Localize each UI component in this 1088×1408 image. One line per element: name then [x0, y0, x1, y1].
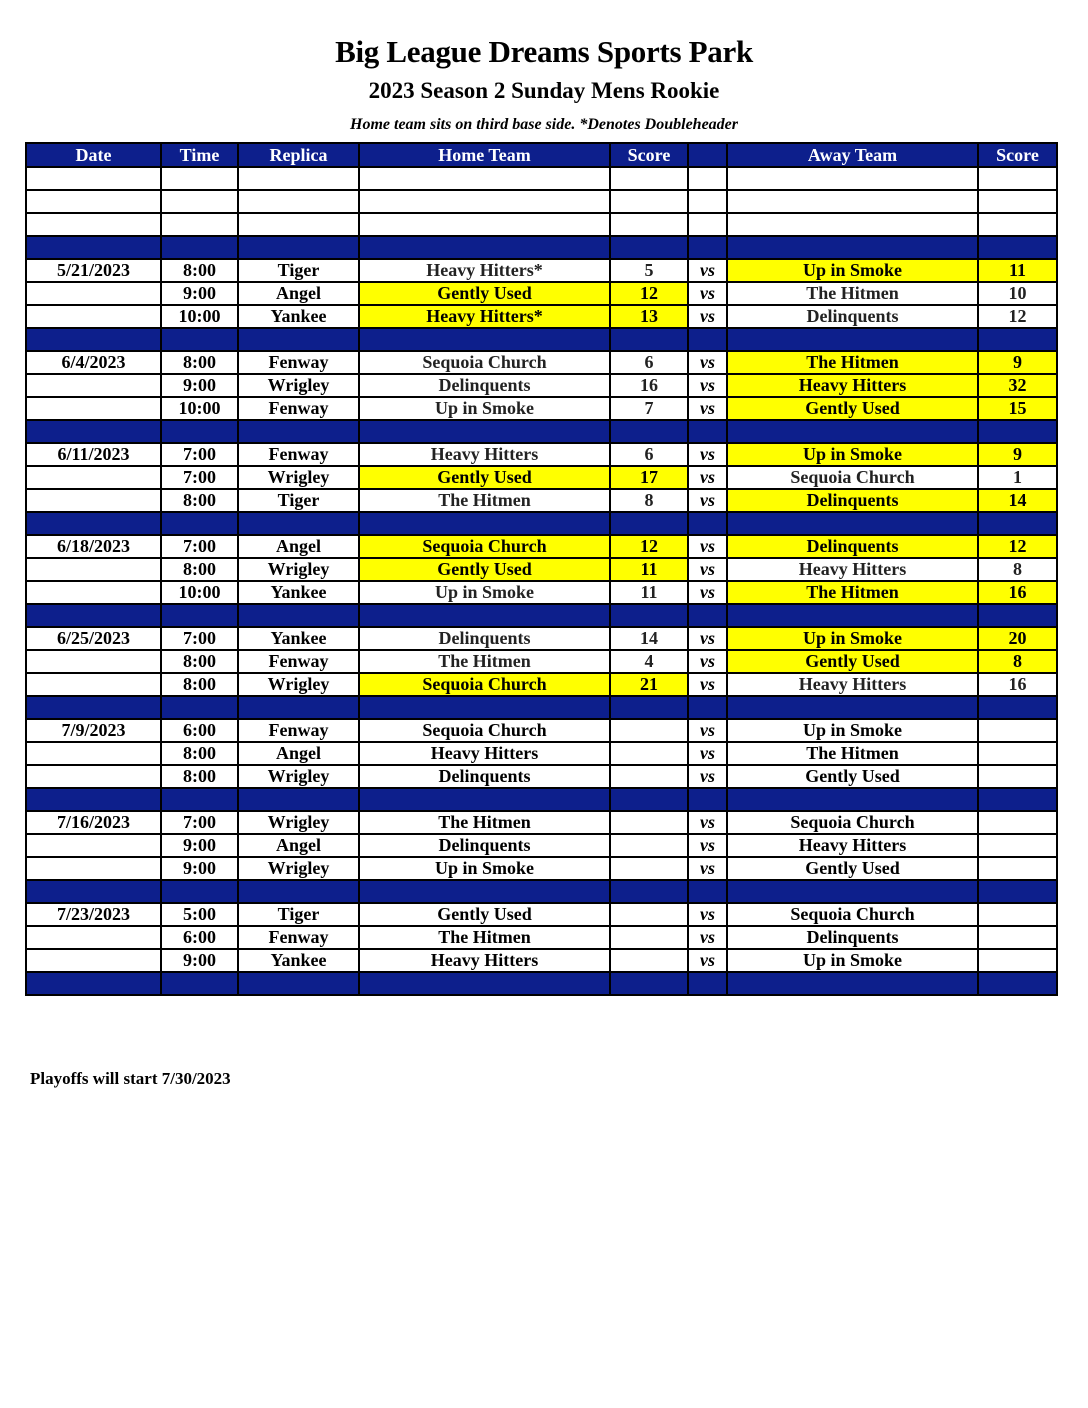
game-replica: Tiger: [238, 903, 359, 926]
game-row: [26, 305, 1057, 328]
home-team: Heavy Hitters: [359, 742, 610, 765]
home-team: Up in Smoke: [359, 397, 610, 420]
game-row: [26, 673, 1057, 696]
home-score: 12: [610, 535, 688, 558]
away-score: 16: [978, 673, 1057, 696]
game-replica: Wrigley: [238, 466, 359, 489]
away-team: Sequoia Church: [727, 811, 978, 834]
game-replica: Yankee: [238, 949, 359, 972]
game-replica: Angel: [238, 742, 359, 765]
home-team: The Hitmen: [359, 811, 610, 834]
away-score: [978, 742, 1057, 765]
game-date: [26, 397, 161, 420]
separator-row: [26, 972, 1057, 995]
vs-label: vs: [688, 558, 727, 581]
col-away-team: Away Team: [727, 143, 978, 167]
separator-row: [26, 328, 1057, 351]
home-team: Heavy Hitters: [359, 949, 610, 972]
game-date: [26, 949, 161, 972]
game-time: 8:00: [161, 489, 238, 512]
home-score: 4: [610, 650, 688, 673]
col-home-team: Home Team: [359, 143, 610, 167]
home-team: Gently Used: [359, 558, 610, 581]
vs-label: vs: [688, 627, 727, 650]
col-away-score: Score: [978, 143, 1057, 167]
game-row: [26, 351, 1057, 374]
game-replica: Fenway: [238, 397, 359, 420]
blank-row: [26, 213, 1057, 236]
separator-row: [26, 236, 1057, 259]
home-score: 17: [610, 466, 688, 489]
game-replica: Fenway: [238, 719, 359, 742]
away-score: 1: [978, 466, 1057, 489]
away-team: Gently Used: [727, 650, 978, 673]
game-date: 6/4/2023: [26, 351, 161, 374]
home-score: 13: [610, 305, 688, 328]
vs-label: vs: [688, 834, 727, 857]
away-score: 32: [978, 374, 1057, 397]
game-time: 7:00: [161, 811, 238, 834]
game-row: [26, 489, 1057, 512]
game-replica: Fenway: [238, 650, 359, 673]
vs-label: vs: [688, 949, 727, 972]
away-score: [978, 811, 1057, 834]
game-date: [26, 558, 161, 581]
game-row: [26, 259, 1057, 282]
game-time: 6:00: [161, 926, 238, 949]
game-date: [26, 581, 161, 604]
home-team: The Hitmen: [359, 489, 610, 512]
away-team: Up in Smoke: [727, 443, 978, 466]
away-team: Up in Smoke: [727, 949, 978, 972]
col-time: Time: [161, 143, 238, 167]
home-team: Gently Used: [359, 282, 610, 305]
home-score: 14: [610, 627, 688, 650]
vs-label: vs: [688, 765, 727, 788]
game-date: [26, 742, 161, 765]
home-team: Delinquents: [359, 627, 610, 650]
vs-label: vs: [688, 259, 727, 282]
home-team: Gently Used: [359, 903, 610, 926]
away-score: [978, 949, 1057, 972]
away-team: Sequoia Church: [727, 466, 978, 489]
game-date: 7/9/2023: [26, 719, 161, 742]
blank-row: [26, 190, 1057, 213]
away-score: 9: [978, 351, 1057, 374]
away-score: 12: [978, 305, 1057, 328]
game-row: [26, 466, 1057, 489]
away-team: Up in Smoke: [727, 259, 978, 282]
game-time: 8:00: [161, 558, 238, 581]
game-replica: Angel: [238, 834, 359, 857]
away-score: [978, 765, 1057, 788]
game-time: 9:00: [161, 374, 238, 397]
game-date: [26, 466, 161, 489]
game-date: [26, 673, 161, 696]
vs-label: vs: [688, 374, 727, 397]
game-date: [26, 650, 161, 673]
away-team: Heavy Hitters: [727, 834, 978, 857]
away-score: 11: [978, 259, 1057, 282]
home-score: [610, 949, 688, 972]
away-score: 12: [978, 535, 1057, 558]
away-score: 16: [978, 581, 1057, 604]
game-date: [26, 282, 161, 305]
game-replica: Fenway: [238, 926, 359, 949]
game-time: 8:00: [161, 351, 238, 374]
schedule-table: [25, 142, 1058, 996]
game-date: 5/21/2023: [26, 259, 161, 282]
home-score: 6: [610, 351, 688, 374]
home-team: Delinquents: [359, 765, 610, 788]
game-row: [26, 282, 1057, 305]
vs-label: vs: [688, 857, 727, 880]
away-team: The Hitmen: [727, 282, 978, 305]
col-date: Date: [26, 143, 161, 167]
home-team: Gently Used: [359, 466, 610, 489]
away-team: Heavy Hitters: [727, 374, 978, 397]
away-score: 9: [978, 443, 1057, 466]
home-team: Sequoia Church: [359, 351, 610, 374]
game-row: [26, 811, 1057, 834]
home-team: The Hitmen: [359, 650, 610, 673]
home-score: [610, 857, 688, 880]
blank-row: [26, 167, 1057, 190]
home-score: [610, 811, 688, 834]
home-team: Up in Smoke: [359, 857, 610, 880]
away-score: 8: [978, 558, 1057, 581]
game-row: [26, 443, 1057, 466]
vs-label: vs: [688, 903, 727, 926]
game-replica: Yankee: [238, 581, 359, 604]
home-team: Heavy Hitters*: [359, 305, 610, 328]
game-time: 7:00: [161, 443, 238, 466]
home-score: [610, 903, 688, 926]
away-team: Delinquents: [727, 535, 978, 558]
game-row: [26, 834, 1057, 857]
home-team: Up in Smoke: [359, 581, 610, 604]
vs-label: vs: [688, 351, 727, 374]
home-score: [610, 765, 688, 788]
away-team: Delinquents: [727, 926, 978, 949]
home-score: 12: [610, 282, 688, 305]
game-date: [26, 305, 161, 328]
game-row: [26, 765, 1057, 788]
away-score: 8: [978, 650, 1057, 673]
home-score: 21: [610, 673, 688, 696]
separator-row: [26, 696, 1057, 719]
vs-label: vs: [688, 282, 727, 305]
game-replica: Wrigley: [238, 374, 359, 397]
game-replica: Fenway: [238, 443, 359, 466]
separator-row: [26, 788, 1057, 811]
away-score: 14: [978, 489, 1057, 512]
game-row: [26, 535, 1057, 558]
separator-row: [26, 604, 1057, 627]
home-team: Sequoia Church: [359, 719, 610, 742]
home-score: 11: [610, 558, 688, 581]
vs-label: vs: [688, 719, 727, 742]
game-date: 6/18/2023: [26, 535, 161, 558]
game-replica: Yankee: [238, 627, 359, 650]
home-score: 16: [610, 374, 688, 397]
game-time: 8:00: [161, 742, 238, 765]
game-replica: Yankee: [238, 305, 359, 328]
game-time: 7:00: [161, 466, 238, 489]
game-date: [26, 765, 161, 788]
page-subtitle: 2023 Season 2 Sunday Mens Rookie: [368, 78, 720, 103]
game-time: 9:00: [161, 282, 238, 305]
game-time: 10:00: [161, 581, 238, 604]
home-score: 7: [610, 397, 688, 420]
game-row: [26, 857, 1057, 880]
game-row: [26, 949, 1057, 972]
col-home-score: Score: [610, 143, 688, 167]
separator-row: [26, 880, 1057, 903]
home-score: [610, 834, 688, 857]
game-time: 9:00: [161, 949, 238, 972]
game-row: [26, 650, 1057, 673]
game-date: 6/25/2023: [26, 627, 161, 650]
game-replica: Wrigley: [238, 857, 359, 880]
away-team: Sequoia Church: [727, 903, 978, 926]
vs-label: vs: [688, 742, 727, 765]
away-team: Up in Smoke: [727, 627, 978, 650]
home-score: 8: [610, 489, 688, 512]
col-replica: Replica: [238, 143, 359, 167]
game-date: [26, 926, 161, 949]
game-time: 10:00: [161, 397, 238, 420]
away-team: Heavy Hitters: [727, 673, 978, 696]
game-row: [26, 719, 1057, 742]
game-replica: Wrigley: [238, 558, 359, 581]
home-score: 5: [610, 259, 688, 282]
game-date: 7/23/2023: [26, 903, 161, 926]
vs-label: vs: [688, 305, 727, 328]
away-score: [978, 719, 1057, 742]
schedule-body: [26, 167, 1057, 995]
away-score: [978, 834, 1057, 857]
game-date: [26, 489, 161, 512]
vs-label: vs: [688, 926, 727, 949]
home-score: [610, 719, 688, 742]
game-date: 6/11/2023: [26, 443, 161, 466]
home-score: 11: [610, 581, 688, 604]
game-date: 7/16/2023: [26, 811, 161, 834]
vs-label: vs: [688, 581, 727, 604]
home-team: Sequoia Church: [359, 673, 610, 696]
home-team: Sequoia Church: [359, 535, 610, 558]
away-team: Delinquents: [727, 489, 978, 512]
game-time: 9:00: [161, 834, 238, 857]
away-team: The Hitmen: [727, 742, 978, 765]
game-time: 5:00: [161, 903, 238, 926]
game-row: [26, 558, 1057, 581]
home-team: Heavy Hitters: [359, 443, 610, 466]
separator-row: [26, 420, 1057, 443]
away-team: Gently Used: [727, 765, 978, 788]
game-replica: Tiger: [238, 489, 359, 512]
away-score: 15: [978, 397, 1057, 420]
game-time: 8:00: [161, 765, 238, 788]
away-score: [978, 857, 1057, 880]
header-row: [26, 143, 1057, 167]
game-replica: Wrigley: [238, 765, 359, 788]
game-row: [26, 374, 1057, 397]
away-team: Delinquents: [727, 305, 978, 328]
game-time: 8:00: [161, 673, 238, 696]
game-replica: Angel: [238, 535, 359, 558]
game-replica: Angel: [238, 282, 359, 305]
away-score: 10: [978, 282, 1057, 305]
game-date: [26, 374, 161, 397]
away-team: Gently Used: [727, 397, 978, 420]
home-team: Heavy Hitters*: [359, 259, 610, 282]
vs-label: vs: [688, 489, 727, 512]
away-score: [978, 903, 1057, 926]
home-team: Delinquents: [359, 374, 610, 397]
game-date: [26, 857, 161, 880]
col-vs: [688, 143, 727, 167]
game-time: 7:00: [161, 627, 238, 650]
game-date: [26, 834, 161, 857]
game-replica: Wrigley: [238, 811, 359, 834]
game-replica: Tiger: [238, 259, 359, 282]
away-team: Up in Smoke: [727, 719, 978, 742]
away-team: The Hitmen: [727, 351, 978, 374]
game-row: [26, 581, 1057, 604]
game-replica: Fenway: [238, 351, 359, 374]
home-score: 6: [610, 443, 688, 466]
home-team: Delinquents: [359, 834, 610, 857]
vs-label: vs: [688, 397, 727, 420]
game-time: 8:00: [161, 650, 238, 673]
away-score: 20: [978, 627, 1057, 650]
game-time: 10:00: [161, 305, 238, 328]
home-team: The Hitmen: [359, 926, 610, 949]
home-score: [610, 926, 688, 949]
away-team: Heavy Hitters: [727, 558, 978, 581]
game-row: [26, 742, 1057, 765]
game-row: [26, 627, 1057, 650]
separator-row: [26, 512, 1057, 535]
playoffs-note: Playoffs will start 7/30/2023: [30, 1069, 231, 1088]
vs-label: vs: [688, 535, 727, 558]
game-time: 6:00: [161, 719, 238, 742]
vs-label: vs: [688, 466, 727, 489]
game-replica: Wrigley: [238, 673, 359, 696]
game-row: [26, 926, 1057, 949]
schedule-note: Home team sits on third base side. *Denotes Doubleheader: [350, 116, 738, 133]
page-title: Big League Dreams Sports Park: [335, 34, 753, 69]
away-score: [978, 926, 1057, 949]
game-time: 8:00: [161, 259, 238, 282]
home-score: [610, 742, 688, 765]
game-time: 7:00: [161, 535, 238, 558]
away-team: Gently Used: [727, 857, 978, 880]
game-row: [26, 903, 1057, 926]
game-time: 9:00: [161, 857, 238, 880]
vs-label: vs: [688, 443, 727, 466]
vs-label: vs: [688, 650, 727, 673]
vs-label: vs: [688, 811, 727, 834]
vs-label: vs: [688, 673, 727, 696]
game-row: [26, 397, 1057, 420]
away-team: The Hitmen: [727, 581, 978, 604]
